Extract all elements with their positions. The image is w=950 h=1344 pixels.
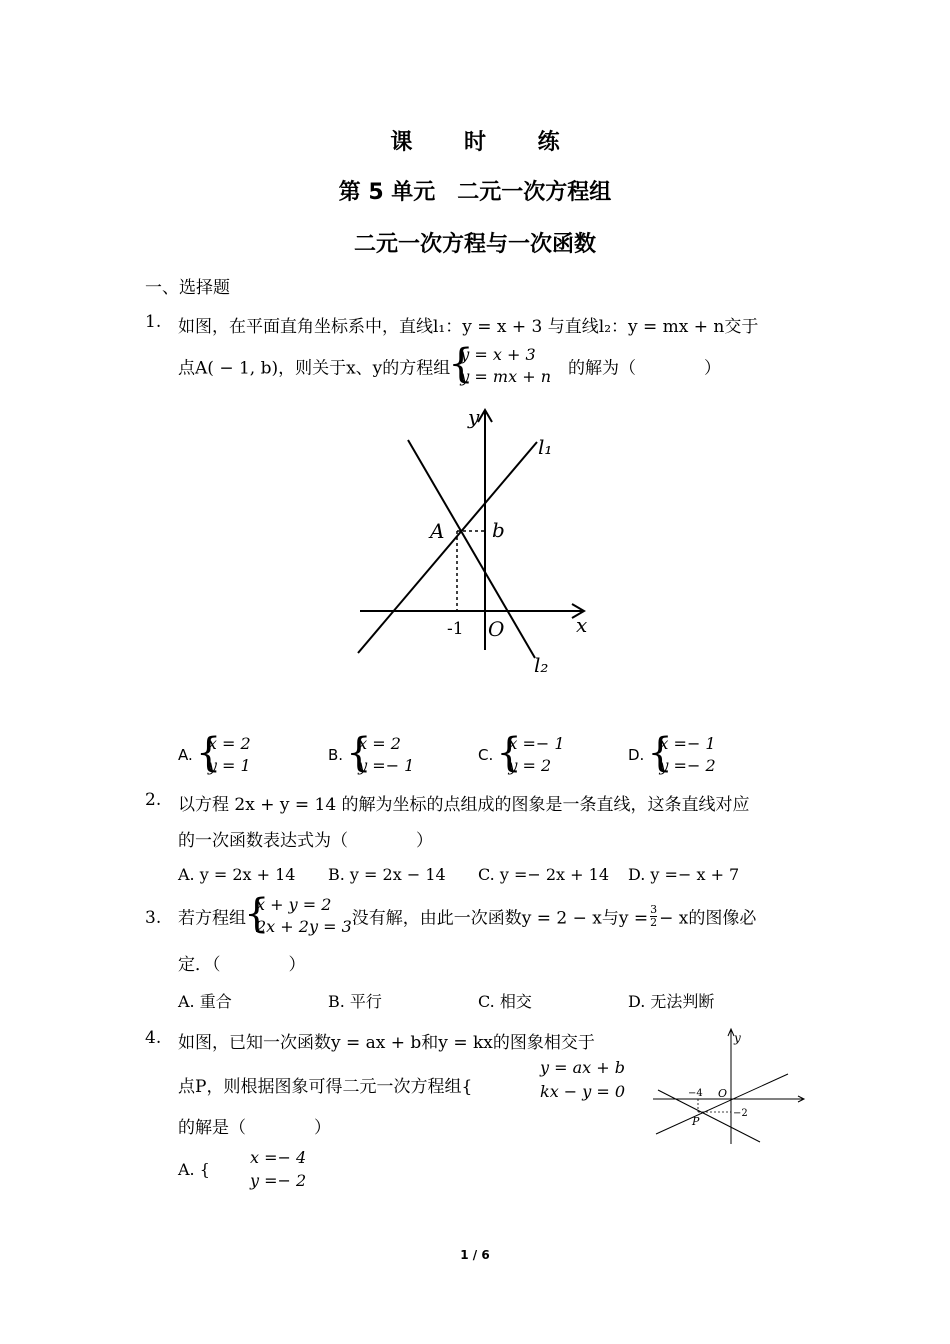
q1-line2-pre: 点A( − 1, b)，则关于x、y的方程组 bbox=[178, 358, 451, 379]
unit-title: 第 5 单元 二元一次方程组 bbox=[338, 180, 612, 205]
q1-line2-post: 的解为（ ） bbox=[568, 358, 721, 379]
q1-option-d-label: D. bbox=[628, 746, 645, 764]
q3-fraction bbox=[650, 904, 657, 929]
q2-option-c[interactable]: C. y =− 2x + 14 bbox=[478, 865, 610, 884]
q4-system-eq1: y = ax + b bbox=[540, 1058, 625, 1077]
q4-option-a-system bbox=[250, 1146, 306, 1192]
q2-option-d[interactable]: D. y =− x + 7 bbox=[628, 865, 740, 884]
q3-mid: 没有解，由此一次函数y = 2 − x与y = bbox=[351, 908, 649, 929]
q4-label-neg2: −2 bbox=[733, 1108, 748, 1119]
q4-label-O: O bbox=[718, 1087, 728, 1100]
lesson-title: 二元一次方程与一次函数 bbox=[353, 232, 596, 257]
q3-option-a[interactable]: A. 重合 bbox=[178, 992, 232, 1011]
q4-option-a-eq1: x =− 4 bbox=[250, 1148, 307, 1167]
q1-label-l1: l₁ bbox=[538, 435, 553, 459]
q4-system-eq2: kx − y = 0 bbox=[540, 1082, 626, 1101]
q2-line2: 的一次函数表达式为（ ） bbox=[178, 831, 433, 851]
q1-label-y: y bbox=[468, 405, 480, 429]
q1-option-a-label: A. bbox=[178, 746, 193, 764]
q1-option-b-system bbox=[348, 733, 414, 777]
q1-option-c-system bbox=[498, 733, 564, 777]
q3-fraction-num: 3 bbox=[650, 902, 658, 916]
q1-system-eq1: y = x + 3 bbox=[460, 345, 536, 364]
q1-option-c-eq1: x =− 1 bbox=[508, 734, 565, 753]
q2-line1: 以方程 2x + y = 14 的解为坐标的点组成的图象是一条直线，这条直线对应 bbox=[178, 795, 750, 815]
q3-option-b[interactable]: B. 平行 bbox=[328, 992, 382, 1011]
q1-option-b[interactable] bbox=[328, 733, 414, 777]
q1-option-b-label: B. bbox=[328, 746, 344, 764]
q4-line1: 如图，已知一次函数y = ax + b和y = kx的图象相交于 bbox=[178, 1033, 595, 1053]
q1-option-a-eq2: y = 1 bbox=[207, 756, 251, 775]
section-heading: 一、选择题 bbox=[145, 278, 230, 298]
q4-line-kx bbox=[656, 1074, 788, 1134]
q4-line2: 点P，则根据图象可得二元一次方程组{ bbox=[178, 1077, 473, 1097]
q3-option-d[interactable]: D. 无法判断 bbox=[628, 992, 715, 1011]
q1-label-b: b bbox=[492, 518, 505, 542]
q1-label-l2: l₂ bbox=[534, 653, 549, 677]
q1-option-b-eq2: y =− 1 bbox=[358, 756, 415, 775]
q1-option-b-eq1: x = 2 bbox=[358, 734, 401, 753]
q3-line2: 定．（ ） bbox=[178, 955, 306, 975]
q1-system bbox=[450, 344, 551, 388]
q1-line2 bbox=[178, 344, 721, 388]
q4-figure bbox=[648, 1024, 810, 1148]
q4-label-y: y bbox=[734, 1031, 741, 1045]
q1-option-c[interactable] bbox=[478, 733, 565, 777]
page-number: 1 / 6 bbox=[460, 1248, 490, 1262]
q4-system bbox=[540, 1056, 625, 1104]
q4-label-neg4: −4 bbox=[688, 1088, 703, 1099]
q1-line-l2 bbox=[408, 440, 535, 658]
q1-option-a-system bbox=[198, 733, 251, 777]
q1-line1: 如图，在平面直角坐标系中，直线l₁：y = x + 3 与直线l₂：y = mx + n交于 bbox=[178, 317, 759, 337]
q4-label-P: P bbox=[692, 1115, 700, 1128]
q2-option-a[interactable]: A. y = 2x + 14 bbox=[178, 865, 296, 884]
q3-post: − x的图像必 bbox=[659, 908, 757, 929]
q1-option-d-system bbox=[649, 733, 715, 777]
q1-label-A: A bbox=[430, 519, 445, 543]
q1-option-d[interactable] bbox=[628, 733, 716, 777]
q1-option-a-eq1: x = 2 bbox=[207, 734, 251, 753]
q1-figure bbox=[350, 400, 610, 690]
q4-option-a-eq2: y =− 2 bbox=[250, 1171, 307, 1190]
q1-system-eq2: y = mx + n bbox=[460, 367, 551, 386]
q4-number: 4. bbox=[145, 1028, 162, 1048]
q1-label-O: O bbox=[488, 617, 505, 641]
q3-system-eq2: 2x + 2y = 3 bbox=[256, 917, 352, 936]
q1-option-d-eq1: x =− 1 bbox=[659, 734, 716, 753]
q2-option-b[interactable]: B. y = 2x − 14 bbox=[328, 865, 446, 884]
q3-option-c[interactable]: C. 相交 bbox=[478, 992, 532, 1011]
q3-pre: 若方程组 bbox=[178, 908, 246, 929]
q1-option-c-label: C. bbox=[478, 746, 494, 764]
q3-number: 3. bbox=[145, 908, 162, 928]
q4-option-a-label[interactable]: A. { bbox=[178, 1160, 210, 1179]
q3-line1 bbox=[178, 894, 756, 938]
q3-system bbox=[246, 894, 352, 938]
q4-line3: 的解是（ ） bbox=[178, 1118, 331, 1138]
q1-label-neg1: -1 bbox=[447, 619, 464, 639]
q1-number: 1. bbox=[145, 312, 162, 332]
page-title: 课 时 练 bbox=[390, 130, 582, 155]
q1-label-x: x bbox=[576, 613, 588, 637]
q2-number: 2. bbox=[145, 790, 162, 810]
q1-option-c-eq2: y = 2 bbox=[508, 756, 552, 775]
q1-option-d-eq2: y =− 2 bbox=[659, 756, 716, 775]
q3-system-eq1: x + y = 2 bbox=[256, 895, 332, 914]
q1-option-a[interactable] bbox=[178, 733, 251, 777]
q3-fraction-den: 2 bbox=[650, 915, 658, 929]
